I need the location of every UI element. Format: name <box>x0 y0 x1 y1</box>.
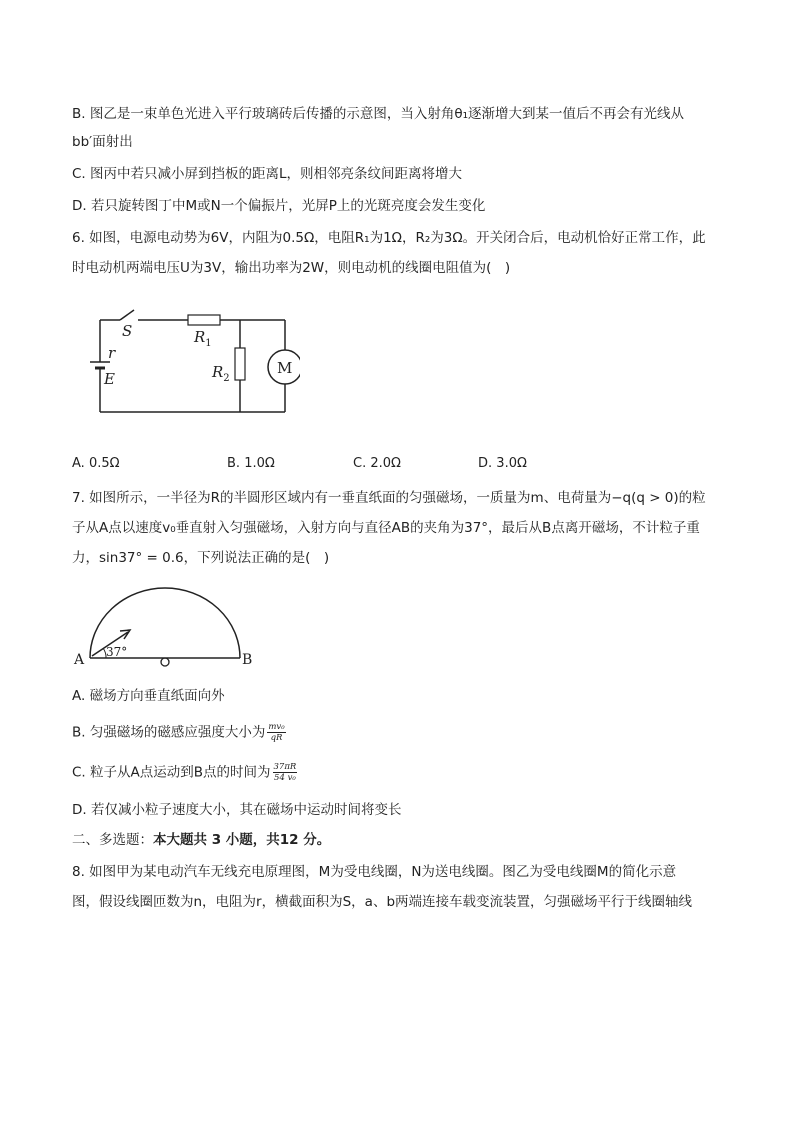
q6-option-b: B. 1.0Ω <box>227 456 275 471</box>
motor-label: M <box>277 359 293 377</box>
q6-stem-line2: 时电动机两端电压U为3V，输出功率为2W，则电动机的线圈电阻值为( ) <box>72 260 511 276</box>
internal-resistance-label: r <box>108 344 116 362</box>
q6-circuit-diagram <box>80 302 300 422</box>
q7-option-b-fraction: $\frac{\text{mv₀}}{qR}$ <box>268 722 285 743</box>
q7-option-b: B. 匀强磁场的磁感应强度大小为 $\frac{\text{mv₀}}{qR}$ <box>72 722 285 743</box>
q7-option-c-fraction: $\frac{37\pi R}{\text{54 v₀}}$ <box>273 762 297 783</box>
r2-label: $R_2$ <box>212 363 230 384</box>
q6-option-c: C. 2.0Ω <box>353 456 401 471</box>
q8-stem-line2: 图，假设线圈匝数为n，电阻为r，横截面积为S，a、b两端连接车载变流装置，匀强磁场平行于线圈轴线 <box>72 894 693 910</box>
q6-option-d: D. 3.0Ω <box>478 456 527 471</box>
resistor-r2 <box>235 348 245 380</box>
q7-option-a: A. 磁场方向垂直纸面向外 <box>72 688 225 704</box>
q5-option-b-line1: B. 图乙是一束单色光进入平行玻璃砖后传播的示意图，当入射角θ₁逐渐增大到某一值后不再会有光线从 <box>72 106 685 122</box>
angle-label: 37° <box>106 645 128 659</box>
q5-option-d: D. 若只旋转图丁中M或N一个偏振片，光屏P上的光斑亮度会发生变化 <box>72 198 486 214</box>
resistor-r1 <box>188 315 220 325</box>
point-b-label: B <box>242 652 253 668</box>
q6-option-a: A. 0.5Ω <box>72 456 120 471</box>
q7-stem-line2: 子从A点以速度v₀垂直射入匀强磁场，入射方向与直径AB的夹角为37°，最后从B点离开磁场，不计粒子重 <box>72 520 700 536</box>
q8-stem-line1: 8. 如图甲为某电动汽车无线充电原理图，M为受电线圈，N为送电线圈。图乙为受电线圈M的简化示意 <box>72 864 677 880</box>
r1-label: $R_1$ <box>194 328 212 349</box>
q7-option-c: C. 粒子从A点运动到B点的时间为 $\frac{37\pi R}{\text{54 v₀}}$ <box>72 762 297 783</box>
section-2-heading: 二、多选题：本大题共 3 小题，共12 分。 <box>72 832 331 848</box>
q6-stem-line1: 6. 如图，电源电动势为6V，内阻为0.5Ω，电阻R₁为1Ω，R₂为3Ω。开关闭合后，电动机恰好正常工作，此 <box>72 230 706 246</box>
center-point-o <box>161 658 169 666</box>
switch-blade <box>120 310 134 320</box>
q5-option-b-line2: bb′面射出 <box>72 134 133 150</box>
q7-stem-line1: 7. 如图所示，一半径为R的半圆形区域内有一垂直纸面的匀强磁场，一质量为m、电荷量为−q(q > 0)的粒 <box>72 490 706 506</box>
switch-label: S <box>122 322 133 340</box>
q7-option-d: D. 若仅减小粒子速度大小，其在磁场中运动时间将变长 <box>72 802 402 818</box>
emf-label: E <box>104 370 115 388</box>
q5-option-c: C. 图丙中若只减小屏到挡板的距离L，则相邻亮条纹间距离将增大 <box>72 166 463 182</box>
point-a-label: A <box>74 652 85 668</box>
q7-semicircle-figure <box>70 580 270 672</box>
q7-stem-line3: 力，sin37° = 0.6，下列说法正确的是( ) <box>72 550 330 566</box>
